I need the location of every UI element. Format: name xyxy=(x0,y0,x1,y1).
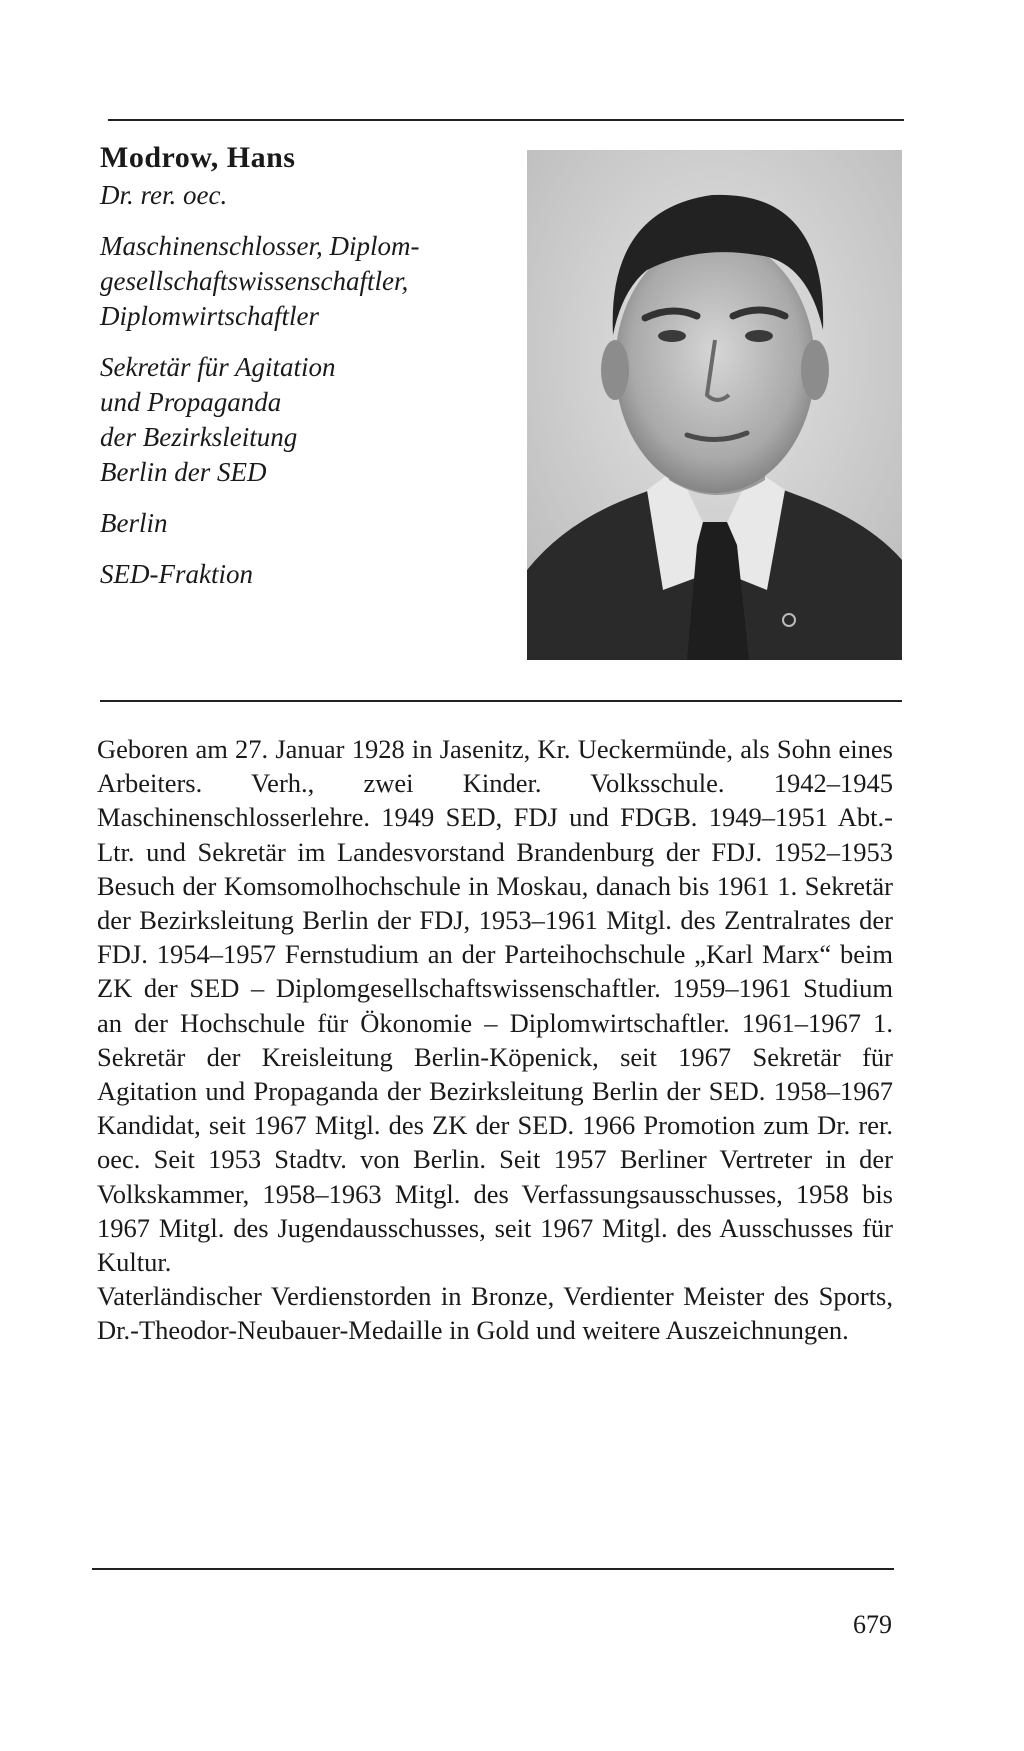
position-block xyxy=(100,350,520,490)
awards-paragraph: Vaterländischer Verdienstorden in Bronze, Verdienter Meister des Sports, Dr.-Theodor-Neubauer-Medaille in Gold und weitere Auszeichnungen. xyxy=(97,1281,893,1346)
faction-block xyxy=(100,557,520,592)
constituency-block xyxy=(100,506,520,541)
page-number: 679 xyxy=(853,1610,892,1639)
profession-line: gesellschaftswissenschaftler, xyxy=(100,266,409,296)
position-line: Berlin der SED xyxy=(100,457,267,487)
portrait-photo xyxy=(527,150,902,660)
person-name: Modrow, Hans xyxy=(100,141,296,174)
profession-line: Diplomwirtschaftler xyxy=(100,301,320,331)
middle-divider xyxy=(100,700,902,702)
profession-line: Maschinenschlosser, Diplom- xyxy=(100,231,420,261)
faction: SED-Fraktion xyxy=(100,559,253,589)
entry-header xyxy=(100,140,520,592)
position-line: und Propaganda xyxy=(100,387,282,417)
professions-block xyxy=(100,229,520,334)
biography-text xyxy=(97,732,893,1348)
person-degree: Dr. rer. oec. xyxy=(100,180,228,210)
position-line: Sekretär für Agitation xyxy=(100,352,336,382)
biography-paragraph: Geboren am 27. Januar 1928 in Jasenitz, Kr. Ueckermünde, als Sohn eines Arbeiters. Verh., zwei Kinder. Volksschule. 1942–1945 Maschinenschlosserlehre. 1949 SED, FDJ und FDGB. 1949–1951 Abt.-Ltr. und Sekretär im Landesvorstand Brandenburg der FDJ. 1952–1953 Besuch der Komsomolhochschule in Moskau, danach bis 1961 1. Sekretär der Bezirksleitung Berlin der FDJ, 1953–1961 Mitgl. des Zentralrates der FDJ. 1954–1957 Fernstudium an der Parteihochschule „Karl Marx“ beim ZK der SED – Diplomgesellschaftswissenschaftler. 1959–1961 Studium an der Hochschule für Ökonomie – Diplomwirtschaftler. 1961–1967 1. Sekretär der Kreisleitung Berlin-Köpenick, seit 1967 Sekretär für Agitation und Propaganda der Bezirksleitung Berlin der SED. 1958–1967 Kandidat, seit 1967 Mitgl. des ZK der SED. 1966 Promotion zum Dr. rer. oec. Seit 1953 Stadtv. von Berlin. Seit 1957 Berliner Vertreter in der Volkskammer, 1958–1963 Mitgl. des Verfassungsausschusses, 1958 bis 1967 Mitgl. des Jugendausschusses, seit 1967 Mitgl. des Ausschusses für Kultur. xyxy=(97,734,893,1278)
constituency: Berlin xyxy=(100,508,168,538)
top-divider xyxy=(108,119,904,121)
position-line: der Bezirksleitung xyxy=(100,422,298,452)
bottom-divider xyxy=(92,1568,894,1570)
